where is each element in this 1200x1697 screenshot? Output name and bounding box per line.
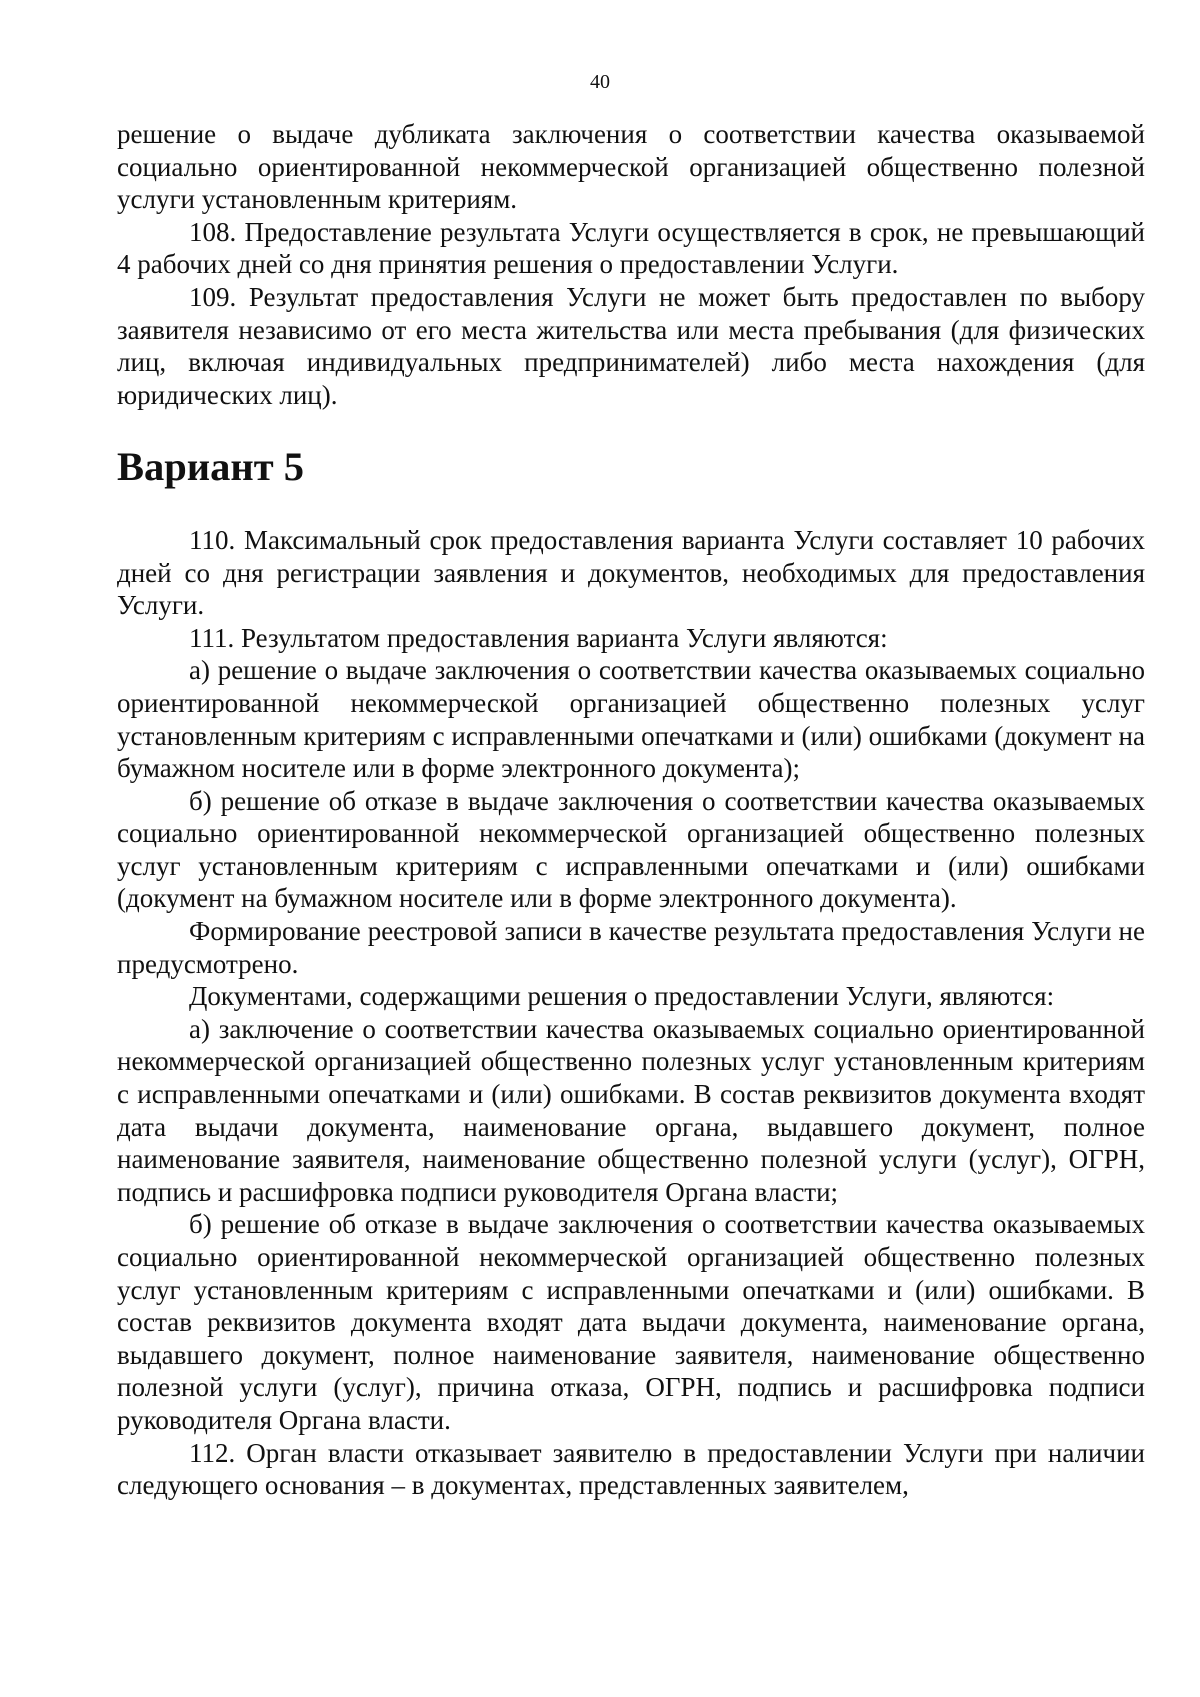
paragraph-registry-record: Формирование реестровой записи в качестве результата предоставления Услуги не предусмотрено. (117, 916, 1145, 979)
paragraph-108: 108. Предоставление результата Услуги осуществляется в срок, не превышающий 4 рабочих дней со дня принятия решения о предоставлении Услуги. (117, 216, 1145, 280)
page-number: 40 (590, 71, 610, 93)
paragraph-111-b: б) решение об отказе в выдаче заключения о соответствии качества оказываемых социально ориентированной некоммерческой организацией общественно полезных услуг установленным критериям с исправленными опечатками и (или) ошибками (документ на бумажном носителе или в форме электронного документа). (117, 785, 1145, 914)
paragraph-109: 109. Результат предоставления Услуги не может быть предоставлен по выбору заявителя независимо от его места жительства или места пребывания (для физических лиц, включая индивидуальных предпринимателей) либо места нахождения (для юридических лиц). (117, 281, 1145, 410)
paragraph-intro: решение о выдаче дубликата заключения о соответствии качества оказываемой социально ориентированной некоммерческой организацией общественно полезной услуги установленным критериям. (117, 119, 1145, 215)
section-heading-variant-5: Вариант 5 (117, 444, 304, 490)
paragraph-111-a: а) решение о выдаче заключения о соответствии качества оказываемых социально ориентированной некоммерческой организацией общественно полезных услуг установленным критериям с исправленными опечатками и (или) ошибками (документ на бумажном носителе или в форме электронного документа); (117, 655, 1145, 784)
paragraph-documents-list: Документами, содержащими решения о предоставлении Услуги, являются: (189, 981, 1055, 1012)
paragraph-documents-a: а) заключение о соответствии качества оказываемых социально ориентированной некоммерческой организацией общественно полезных услуг установленным критериям с исправленными опечатками и (или) ошибками. В состав реквизитов документа входят дата выдачи документа, наименование органа, выдавшего документ, полное наименование заявителя, наименование общественно полезной услуги (услуг), ОГРН, подпись и расшифровка подписи руководителя Органа власти; (117, 1013, 1145, 1207)
paragraph-111: 111. Результатом предоставления варианта Услуги являются: (189, 622, 888, 653)
paragraph-112: 112. Орган власти отказывает заявителю в предоставлении Услуги при наличии следующего основания – в документах, представленных заявителем, (117, 1437, 1145, 1501)
paragraph-documents-b: б) решение об отказе в выдаче заключения о соответствии качества оказываемых социально ориентированной некоммерческой организацией общественно полезных услуг установленным критериям с исправленными опечатками и (или) ошибками. В состав реквизитов документа входят дата выдачи документа, наименование органа, выдавшего документ, полное наименование заявителя, наименование общественно полезной услуги (услуг), причина отказа, ОГРН, подпись и расшифровка подписи руководителя Органа власти. (117, 1209, 1145, 1435)
document-body (117, 118, 1145, 1502)
paragraph-110: 110. Максимальный срок предоставления варианта Услуги составляет 10 рабочих дней со дня регистрации заявления и документов, необходимых для предоставления Услуги. (117, 524, 1145, 621)
